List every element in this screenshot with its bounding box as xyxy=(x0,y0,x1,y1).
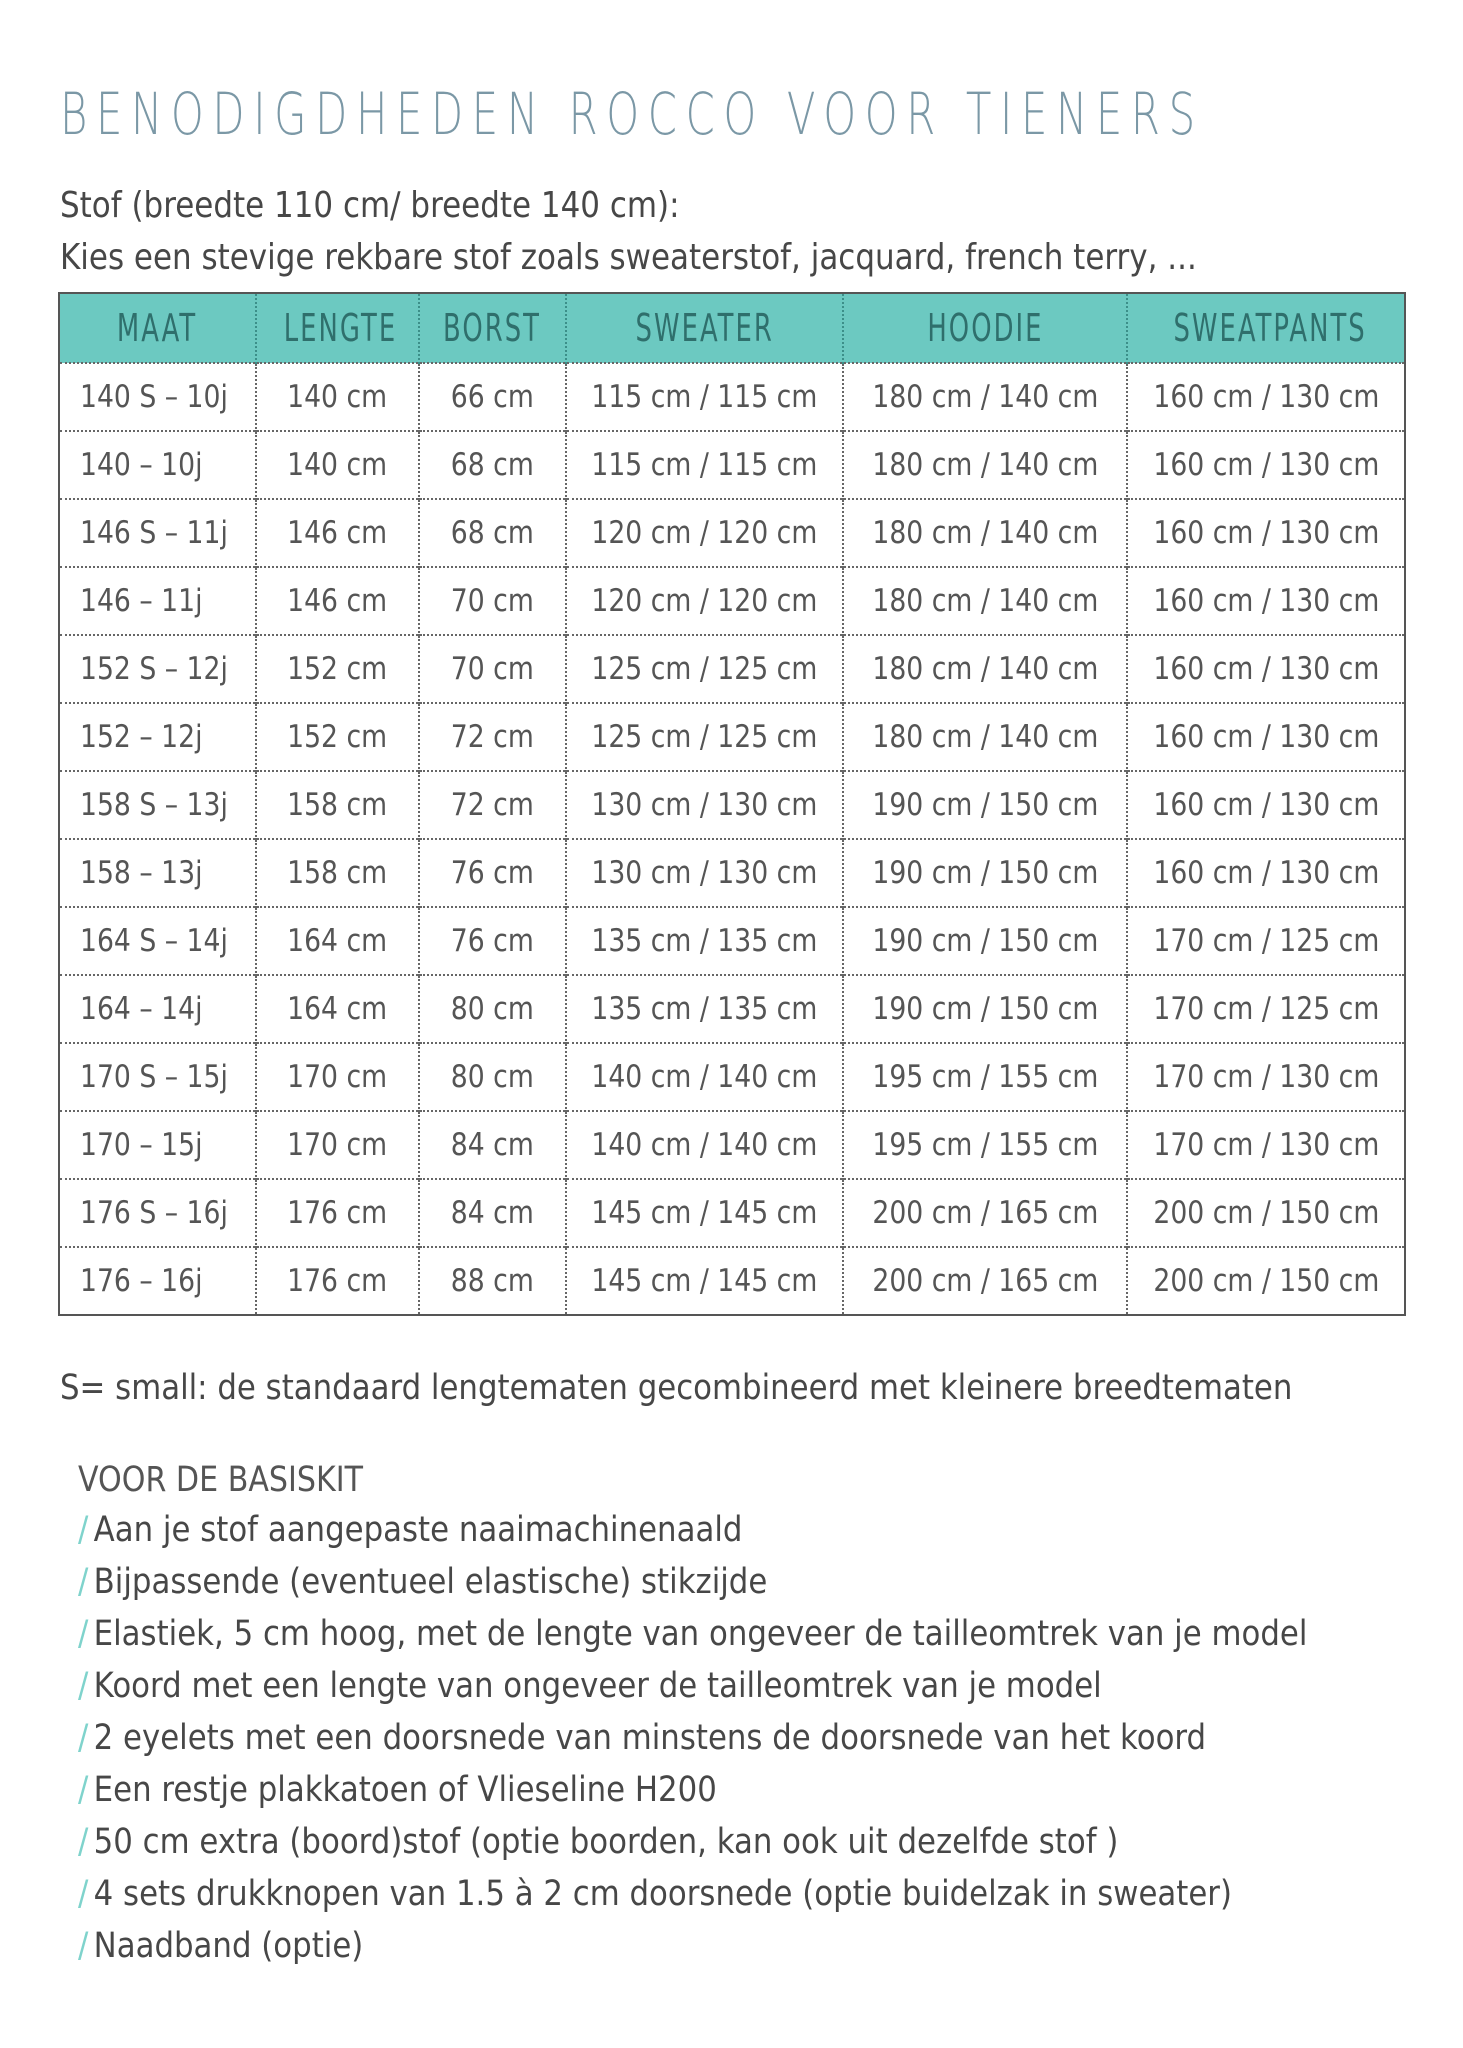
table-cell-sweatpants xyxy=(1127,1111,1405,1179)
table-cell-value: 80 cm xyxy=(450,991,535,1027)
table-cell-lengte xyxy=(256,771,419,839)
table-cell-value: 200 cm / 150 cm xyxy=(1153,1263,1379,1299)
table-cell-value: 125 cm / 125 cm xyxy=(591,719,818,755)
table-cell-lengte xyxy=(256,839,419,907)
table-cell-sweater xyxy=(566,635,843,703)
table-cell-sweater xyxy=(566,703,843,771)
table-cell-hoodie xyxy=(843,839,1127,907)
slash-bullet-icon: / xyxy=(78,1926,89,1966)
table-cell-value: 180 cm / 140 cm xyxy=(872,379,1098,415)
table-cell-value: 195 cm / 155 cm xyxy=(872,1127,1098,1163)
table-cell-value: 152 cm xyxy=(287,651,388,687)
table-cell-value: 170 S – 15j xyxy=(80,1059,228,1095)
table-cell-value: 200 cm / 150 cm xyxy=(1153,1195,1379,1231)
table-cell-hoodie xyxy=(843,1043,1127,1111)
table-row xyxy=(59,499,1405,567)
column-header-label: MAAT xyxy=(117,306,198,350)
table-cell-hoodie xyxy=(843,567,1127,635)
table-cell-sweatpants xyxy=(1127,635,1405,703)
table-cell-value: 176 cm xyxy=(287,1195,388,1231)
kit-list xyxy=(78,1510,1463,1978)
slash-bullet-icon: / xyxy=(78,1822,89,1862)
table-cell-hoodie xyxy=(843,1179,1127,1247)
column-header-label: HOODIE xyxy=(926,306,1044,350)
table-cell-value: 145 cm / 145 cm xyxy=(591,1195,818,1231)
column-header-label: LENGTE xyxy=(283,306,398,350)
table-cell-maat xyxy=(59,431,256,499)
table-cell-lengte xyxy=(256,1247,419,1315)
table-cell-borst xyxy=(419,499,566,567)
table-cell-maat xyxy=(59,567,256,635)
table-row xyxy=(59,635,1405,703)
table-cell-value: 164 – 14j xyxy=(80,991,203,1027)
table-cell-sweater xyxy=(566,907,843,975)
table-row xyxy=(59,567,1405,635)
kit-heading: VOOR DE BASISKIT xyxy=(78,1460,364,1500)
table-row xyxy=(59,907,1405,975)
table-cell-value: 115 cm / 115 cm xyxy=(591,379,818,415)
table-row xyxy=(59,1179,1405,1247)
table-cell-hoodie xyxy=(843,771,1127,839)
fabric-advice-line: Kies een stevige rekbare stof zoals sweaterstof, jacquard, french terry, ... xyxy=(60,237,1197,278)
table-cell-value: 146 cm xyxy=(287,583,388,619)
kit-list-item xyxy=(78,1770,1307,1822)
table-cell-value: 72 cm xyxy=(450,787,535,823)
kit-item-text: Elastiek, 5 cm hoog, met de lengte van ongeveer de tailleomtrek van je model xyxy=(93,1614,1308,1654)
table-cell-lengte xyxy=(256,1043,419,1111)
table-cell-maat xyxy=(59,1111,256,1179)
table-cell-value: 200 cm / 165 cm xyxy=(872,1195,1098,1231)
table-cell-sweater xyxy=(566,1043,843,1111)
table-cell-value: 76 cm xyxy=(450,923,535,959)
column-header-label: SWEATPANTS xyxy=(1173,306,1367,350)
table-cell-lengte xyxy=(256,567,419,635)
table-cell-maat xyxy=(59,703,256,771)
table-row xyxy=(59,363,1405,431)
column-header-sweater xyxy=(566,293,843,363)
table-cell-maat xyxy=(59,635,256,703)
kit-list-item xyxy=(78,1718,1307,1770)
column-header-borst xyxy=(419,293,566,363)
fabric-width-line: Stof (breedte 110 cm/ breedte 140 cm): xyxy=(60,185,680,226)
kit-list-item xyxy=(78,1614,1307,1666)
table-cell-value: 170 cm / 125 cm xyxy=(1153,923,1379,959)
table-cell-value: 84 cm xyxy=(450,1195,535,1231)
table-cell-value: 164 cm xyxy=(287,923,388,959)
table-cell-hoodie xyxy=(843,975,1127,1043)
table-cell-borst xyxy=(419,1179,566,1247)
table-cell-value: 152 S – 12j xyxy=(80,651,228,687)
table-row xyxy=(59,431,1405,499)
table-cell-maat xyxy=(59,771,256,839)
table-cell-value: 72 cm xyxy=(450,719,535,755)
table-cell-borst xyxy=(419,975,566,1043)
table-cell-value: 146 cm xyxy=(287,515,388,551)
table-cell-value: 120 cm / 120 cm xyxy=(591,515,818,551)
kit-list-item xyxy=(78,1822,1307,1874)
table-cell-value: 180 cm / 140 cm xyxy=(872,583,1098,619)
table-cell-value: 190 cm / 150 cm xyxy=(872,991,1098,1027)
table-cell-value: 66 cm xyxy=(450,379,535,415)
table-cell-borst xyxy=(419,363,566,431)
table-cell-hoodie xyxy=(843,907,1127,975)
table-cell-sweatpants xyxy=(1127,907,1405,975)
table-cell-value: 140 cm / 140 cm xyxy=(591,1127,818,1163)
table-cell-value: 160 cm / 130 cm xyxy=(1153,719,1379,755)
table-cell-borst xyxy=(419,431,566,499)
size-note: S= small: de standaard lengtematen gecombineerd met kleinere breedtematen xyxy=(60,1368,1293,1408)
table-cell-maat xyxy=(59,975,256,1043)
table-cell-sweatpants xyxy=(1127,363,1405,431)
slash-bullet-icon: / xyxy=(78,1874,89,1914)
table-row xyxy=(59,1247,1405,1315)
table-cell-value: 180 cm / 140 cm xyxy=(872,719,1098,755)
table-row xyxy=(59,703,1405,771)
table-cell-borst xyxy=(419,1043,566,1111)
table-cell-sweatpants xyxy=(1127,431,1405,499)
table-cell-sweater xyxy=(566,1179,843,1247)
table-row xyxy=(59,839,1405,907)
table-cell-value: 146 S – 11j xyxy=(80,515,228,551)
kit-list-item xyxy=(78,1926,1307,1978)
table-cell-value: 158 – 13j xyxy=(80,855,203,891)
table-cell-value: 140 S – 10j xyxy=(80,379,228,415)
table-cell-sweater xyxy=(566,567,843,635)
kit-list-item xyxy=(78,1562,1307,1614)
table-cell-lengte xyxy=(256,635,419,703)
table-cell-sweater xyxy=(566,975,843,1043)
table-cell-sweatpants xyxy=(1127,703,1405,771)
table-cell-value: 140 cm xyxy=(287,447,388,483)
table-cell-sweatpants xyxy=(1127,499,1405,567)
table-cell-value: 180 cm / 140 cm xyxy=(872,651,1098,687)
table-cell-maat xyxy=(59,1043,256,1111)
table-cell-sweater xyxy=(566,771,843,839)
table-cell-value: 135 cm / 135 cm xyxy=(591,991,818,1027)
table-cell-value: 190 cm / 150 cm xyxy=(872,787,1098,823)
table-cell-borst xyxy=(419,839,566,907)
table-cell-hoodie xyxy=(843,431,1127,499)
table-body xyxy=(59,363,1405,1315)
table-cell-sweatpants xyxy=(1127,567,1405,635)
table-cell-lengte xyxy=(256,703,419,771)
slash-bullet-icon: / xyxy=(78,1770,89,1810)
kit-item-text: Naadband (optie) xyxy=(93,1926,364,1966)
table-cell-value: 180 cm / 140 cm xyxy=(872,447,1098,483)
table-cell-value: 140 cm xyxy=(287,379,388,415)
table-cell-value: 145 cm / 145 cm xyxy=(591,1263,818,1299)
column-header-label: SWEATER xyxy=(635,306,774,350)
table-cell-value: 130 cm / 130 cm xyxy=(591,787,818,823)
table-cell-hoodie xyxy=(843,499,1127,567)
table-cell-hoodie xyxy=(843,363,1127,431)
table-cell-value: 135 cm / 135 cm xyxy=(591,923,818,959)
table-cell-value: 158 S – 13j xyxy=(80,787,228,823)
table-header-row xyxy=(59,293,1405,363)
size-table xyxy=(58,292,1406,1316)
table-cell-value: 160 cm / 130 cm xyxy=(1153,651,1379,687)
table-cell-value: 176 cm xyxy=(287,1263,388,1299)
table-cell-value: 170 cm / 130 cm xyxy=(1153,1127,1379,1163)
table-cell-maat xyxy=(59,907,256,975)
table-cell-lengte xyxy=(256,363,419,431)
table-cell-sweater xyxy=(566,839,843,907)
column-header-sweatpants xyxy=(1127,293,1405,363)
table-cell-value: 170 cm / 130 cm xyxy=(1153,1059,1379,1095)
table-cell-borst xyxy=(419,703,566,771)
table-cell-value: 140 – 10j xyxy=(80,447,203,483)
table-cell-value: 130 cm / 130 cm xyxy=(591,855,818,891)
kit-list-item xyxy=(78,1666,1307,1718)
kit-list-item xyxy=(78,1510,1307,1562)
table-cell-value: 152 – 12j xyxy=(80,719,203,755)
table-cell-value: 158 cm xyxy=(287,787,388,823)
table-cell-value: 70 cm xyxy=(450,651,535,687)
column-header-label: BORST xyxy=(443,306,542,350)
table-cell-sweatpants xyxy=(1127,839,1405,907)
table-cell-value: 146 – 11j xyxy=(80,583,203,619)
table-row xyxy=(59,1043,1405,1111)
table-cell-borst xyxy=(419,635,566,703)
kit-item-text: Koord met een lengte van ongeveer de tailleomtrek van je model xyxy=(93,1666,1102,1706)
kit-item-text: Een restje plakkatoen of Vlieseline H200 xyxy=(93,1770,717,1810)
table-cell-value: 76 cm xyxy=(450,855,535,891)
table-cell-maat xyxy=(59,839,256,907)
table-cell-value: 160 cm / 130 cm xyxy=(1153,379,1379,415)
kit-item-text: 2 eyelets met een doorsnede van minstens de doorsnede van het koord xyxy=(93,1718,1207,1758)
table-cell-value: 88 cm xyxy=(450,1263,535,1299)
table-cell-maat xyxy=(59,363,256,431)
table-cell-sweatpants xyxy=(1127,1179,1405,1247)
table-cell-value: 160 cm / 130 cm xyxy=(1153,787,1379,823)
slash-bullet-icon: / xyxy=(78,1562,89,1602)
table-cell-value: 152 cm xyxy=(287,719,388,755)
table-cell-value: 120 cm / 120 cm xyxy=(591,583,818,619)
table-cell-hoodie xyxy=(843,703,1127,771)
table-cell-maat xyxy=(59,1247,256,1315)
table-cell-hoodie xyxy=(843,635,1127,703)
table-cell-value: 190 cm / 150 cm xyxy=(872,923,1098,959)
table-cell-lengte xyxy=(256,431,419,499)
table-cell-sweatpants xyxy=(1127,1043,1405,1111)
table-cell-hoodie xyxy=(843,1247,1127,1315)
table-cell-value: 164 cm xyxy=(287,991,388,1027)
table-cell-lengte xyxy=(256,1111,419,1179)
table-cell-borst xyxy=(419,1247,566,1315)
table-cell-lengte xyxy=(256,499,419,567)
table-cell-value: 84 cm xyxy=(450,1127,535,1163)
column-header-hoodie xyxy=(843,293,1127,363)
column-header-lengte xyxy=(256,293,419,363)
table-cell-lengte xyxy=(256,975,419,1043)
table-cell-lengte xyxy=(256,1179,419,1247)
table-cell-value: 68 cm xyxy=(450,447,535,483)
table-cell-value: 158 cm xyxy=(287,855,388,891)
table-cell-value: 160 cm / 130 cm xyxy=(1153,583,1379,619)
table-cell-value: 70 cm xyxy=(450,583,535,619)
table-cell-value: 160 cm / 130 cm xyxy=(1153,447,1379,483)
table-cell-value: 170 cm xyxy=(287,1059,388,1095)
table-cell-sweatpants xyxy=(1127,771,1405,839)
table-cell-value: 125 cm / 125 cm xyxy=(591,651,818,687)
page-title: BENODIGDHEDEN ROCCO VOOR TIENERS xyxy=(60,80,1204,148)
kit-item-text: Bijpassende (eventueel elastische) stikzijde xyxy=(93,1562,768,1602)
slash-bullet-icon: / xyxy=(78,1718,89,1758)
table-row xyxy=(59,771,1405,839)
table-cell-value: 68 cm xyxy=(450,515,535,551)
table-cell-sweater xyxy=(566,1247,843,1315)
table-row xyxy=(59,1111,1405,1179)
table-cell-sweater xyxy=(566,499,843,567)
table-cell-value: 164 S – 14j xyxy=(80,923,228,959)
table-cell-value: 115 cm / 115 cm xyxy=(591,447,818,483)
kit-list-item xyxy=(78,1874,1307,1926)
table-cell-value: 176 – 16j xyxy=(80,1263,203,1299)
table-cell-value: 195 cm / 155 cm xyxy=(872,1059,1098,1095)
table-cell-value: 170 – 15j xyxy=(80,1127,203,1163)
table-cell-value: 170 cm xyxy=(287,1127,388,1163)
table-cell-value: 140 cm / 140 cm xyxy=(591,1059,818,1095)
slash-bullet-icon: / xyxy=(78,1614,89,1654)
table-row xyxy=(59,975,1405,1043)
table-cell-hoodie xyxy=(843,1111,1127,1179)
slash-bullet-icon: / xyxy=(78,1510,89,1550)
table-cell-value: 176 S – 16j xyxy=(80,1195,228,1231)
table-cell-sweater xyxy=(566,1111,843,1179)
table-cell-sweatpants xyxy=(1127,1247,1405,1315)
table-cell-value: 190 cm / 150 cm xyxy=(872,855,1098,891)
table-cell-value: 160 cm / 130 cm xyxy=(1153,855,1379,891)
kit-item-text: 4 sets drukknopen van 1.5 à 2 cm doorsnede (optie buidelzak in sweater) xyxy=(93,1874,1232,1914)
table-cell-value: 80 cm xyxy=(450,1059,535,1095)
table-cell-borst xyxy=(419,907,566,975)
kit-item-text: Aan je stof aangepaste naaimachinenaald xyxy=(93,1510,743,1550)
table-cell-value: 160 cm / 130 cm xyxy=(1153,515,1379,551)
table-cell-sweatpants xyxy=(1127,975,1405,1043)
table-cell-maat xyxy=(59,1179,256,1247)
table-cell-sweater xyxy=(566,363,843,431)
table-cell-borst xyxy=(419,567,566,635)
table-cell-borst xyxy=(419,1111,566,1179)
slash-bullet-icon: / xyxy=(78,1666,89,1706)
column-header-maat xyxy=(59,293,256,363)
table-cell-value: 200 cm / 165 cm xyxy=(872,1263,1098,1299)
table-cell-value: 170 cm / 125 cm xyxy=(1153,991,1379,1027)
table-cell-sweater xyxy=(566,431,843,499)
table-cell-borst xyxy=(419,771,566,839)
table-cell-maat xyxy=(59,499,256,567)
table-cell-lengte xyxy=(256,907,419,975)
table-cell-value: 180 cm / 140 cm xyxy=(872,515,1098,551)
kit-item-text: 50 cm extra (boord)stof (optie boorden, kan ook uit dezelfde stof ) xyxy=(93,1822,1119,1862)
